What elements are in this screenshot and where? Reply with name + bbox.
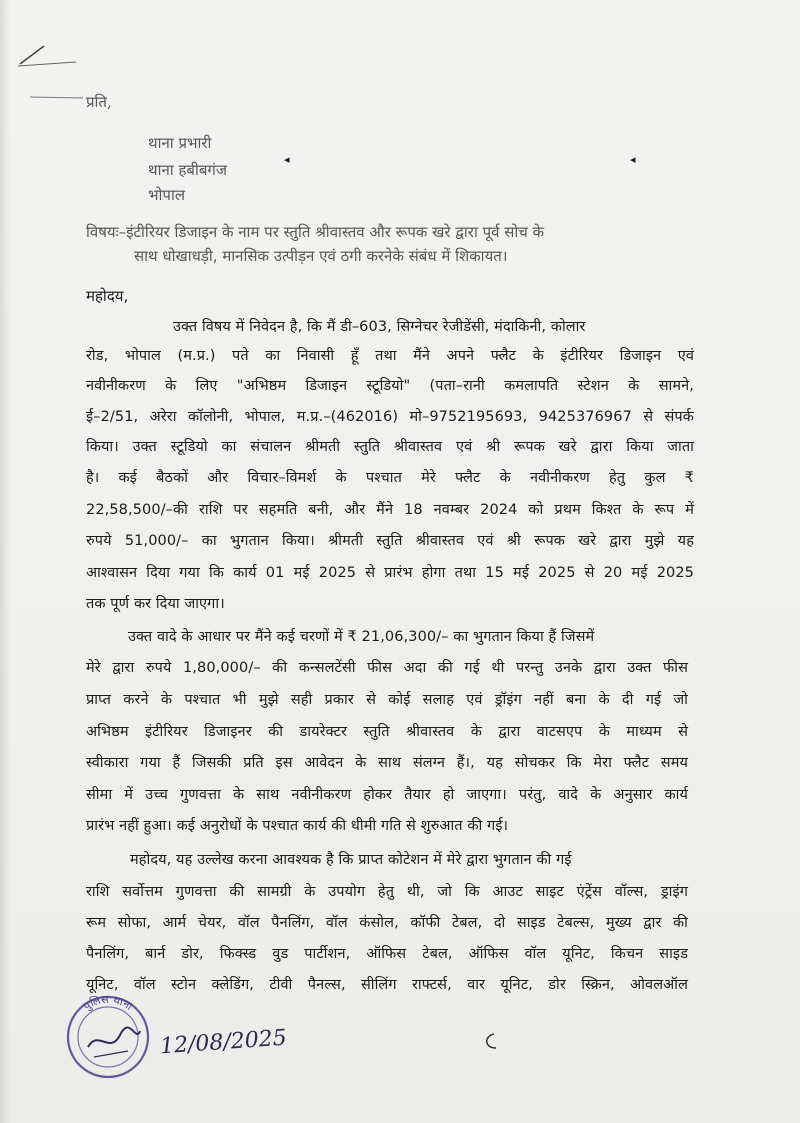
para2-line-3: प्राप्त करने के पश्चात भी मुझे सही प्रकार से कोई सलाह एवं ड्रॉइंग नहीं बना के दी गई जो [86, 692, 688, 708]
para1-line-9: आश्वासन दिया गया कि कार्य 01 मई 2025 से प्रारंभ होगा तथा 15 मई 2025 से 20 मई 2025 [86, 565, 694, 581]
margin-mark-icon: ◂ [284, 153, 290, 166]
para1-line-1: उक्त विषय में निवेदन है, कि मैं डी–603, सिग्नेचर रेजीडेंसी, मंदाकिनी, कोलार [173, 319, 586, 335]
recipient-line-3: भोपाल [148, 186, 186, 204]
para1-line-2: रोड, भोपाल (म.प्र.) पते का निवासी हूँ तथा मैंने अपने फ्लैट के इंटीरियर डिजाइन एवं [86, 348, 694, 364]
para3-line-1: महोदय, यह उल्लेख करना आवश्यक है कि प्राप्त कोटेशन में मेरे द्वारा भुगतान की गई [130, 852, 572, 868]
pen-stroke-mark [14, 40, 84, 70]
handwritten-date: 12/08/2025 [159, 1025, 288, 1060]
para2-line-4: अभिष्ठम इंटीरियर डिजाइनर की डायरेक्टर स्तुति श्रीवास्तव के द्वारा वाटसएप के माध्यम से [86, 724, 688, 740]
para3-line-3: रूम सोफा, आर्म चेयर, वॉल पैनलिंग, वॉल कंसोल, कॉफी टेबल, दो साइड टेबल्स, मुख्य द्वार की [86, 915, 688, 931]
para1-line-5: किया। उक्त स्टूडियो का संचालन श्रीमती स्तुति श्रीवास्तव एवं श्री रूपक खरे द्वारा किया जाता [86, 439, 694, 455]
police-station-seal [58, 985, 158, 1080]
recipient-line-2: थाना हबीबगंज [148, 161, 228, 179]
para1-line-4: ई–2/51, अरेरा कॉलोनी, भोपाल, म.प्र.–(462016) मो–9752195693, 9425376967 से संपर्क [86, 409, 694, 425]
para2-line-7: प्रारंभ नहीं हुआ। कई अनुरोधों के पश्चात कार्य की धीमी गति से शुरुआत की गई। [86, 818, 509, 834]
svg-text:पुलिस थाना: पुलिस थाना [80, 992, 135, 1013]
para2-line-1: उक्त वादे के आधार पर मैंने कई चरणों में ₹ 21,06,300/– का भुगतान किया हैं जिसमें [128, 629, 595, 645]
subject-line-2: साथ धोखाधड़ी, मानसिक उत्पीड़न एवं ठगी करनेके संबंध में शिकायत। [134, 247, 508, 265]
para2-line-2: मेरे द्वारा रुपये 1,80,000/– की कन्सलटेंसी फीस अदा की गई थी परन्तु उनके द्वारा उक्त फीस [86, 660, 688, 676]
para2-line-6: सीमा में उच्च गुणवत्ता के साथ नवीनीकरण होकर तैयार हो जाएगा। परंतु, वादे के अनुसार कार्य [86, 787, 688, 803]
para1-line-6: है। कई बैठकों और विचार–विमर्श के पश्चात मेरे फ्लैट के नवीनीकरण हेतु कुल ₹ [86, 470, 694, 486]
para1-line-10: तक पूर्ण कर दिया जाएगा। [86, 596, 225, 612]
page-edge-shadow [0, 0, 10, 1123]
para3-line-2: राशि सर्वोत्तम गुणवत्ता की सामग्री के उपयोग हेतु थी, जो कि आउट साइट एंट्रेंस वॉल्स, ड्राइंग [86, 884, 688, 900]
pen-hook-mark [478, 1030, 502, 1054]
para1-line-8: रुपये 51,000/– का भुगतान किया। श्रीमती स्तुति श्रीवास्तव एवं श्री रूपक खरे द्वारा मुझे यह [86, 533, 694, 549]
para1-line-7: 22,58,500/–की राशि पर सहमति बनी, और मैंने 18 नवम्बर 2024 को प्रथम किश्त के रूप में [86, 502, 694, 518]
recipient-line-1: थाना प्रभारी [148, 134, 212, 152]
para3-line-5: यूनिट, वॉल स्टोन क्लेडिंग, टीवी पैनल्स, सीलिंग राफ्टर्स, वार यूनिट, डोर स्क्रिन, ओवलऑल [86, 977, 688, 993]
subject-line-1: विषयः–इंटीरियर डिजाइन के नाम पर स्तुति श्रीवास्तव और रूपक खरे द्वारा पूर्व सोच के [86, 223, 545, 241]
salutation: महोदय, [86, 287, 129, 305]
pen-dash-mark [28, 92, 88, 102]
para2-line-5: स्वीकारा गया हैं जिसकी प्रति इस आवेदन के साथ संलग्न हैं।, यह सोचकर कि मेरा फ्लैट समय [86, 755, 688, 771]
to-label: प्रति, [86, 93, 112, 111]
para1-line-3: नवीनीकरण के लिए "अभिष्ठम डिजाइन स्टूडियो" (पता–रानी कमलापति स्टेशन के सामने, [86, 378, 694, 394]
para3-line-4: पैनलिंग, बार्न डोर, फिक्स्ड वुड पार्टीशन, ऑफिस टेबल, ऑफिस वॉल यूनिट, किचन साइड [86, 946, 688, 962]
margin-mark-icon: ◂ [630, 153, 636, 166]
